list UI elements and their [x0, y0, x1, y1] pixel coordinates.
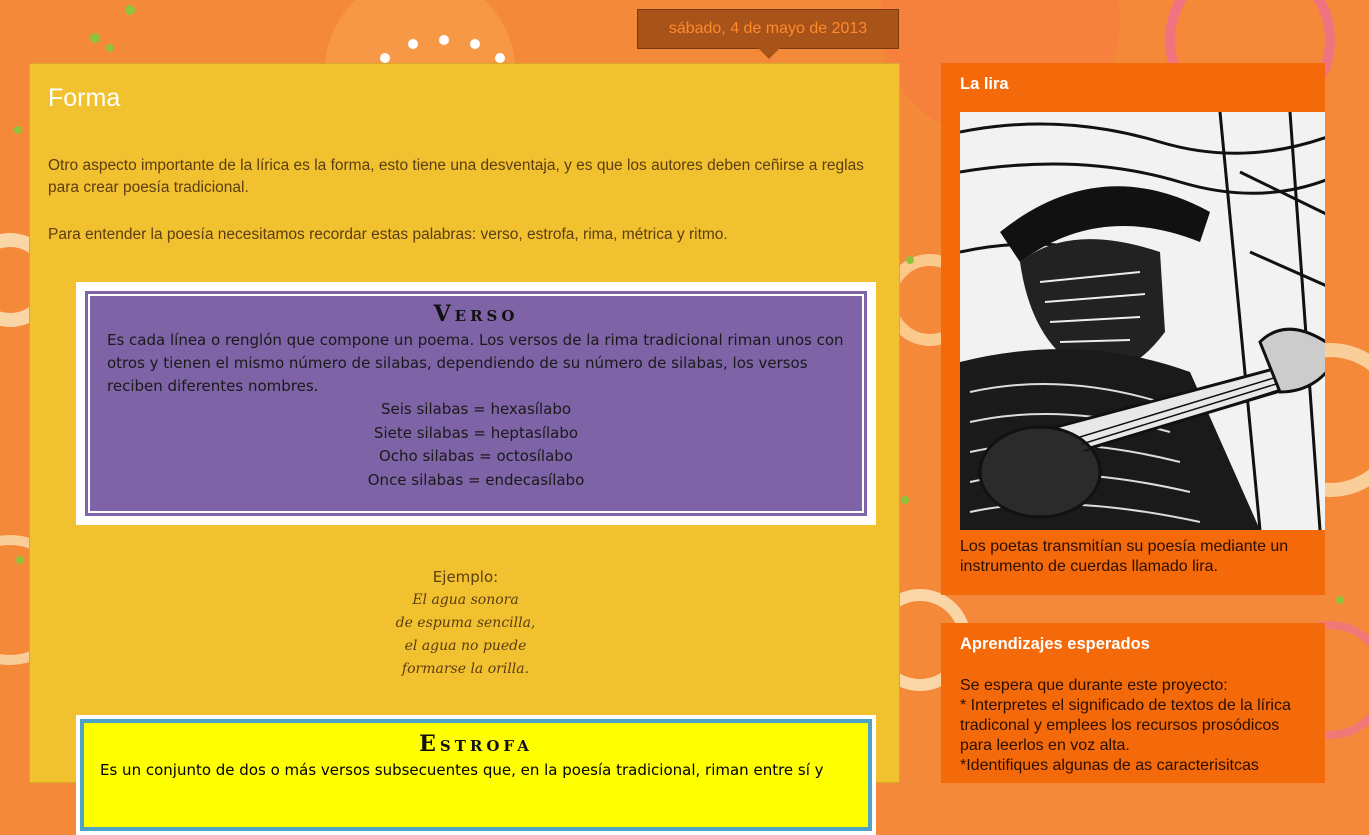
- widget-text-line: Se espera que durante este proyecto:: [960, 677, 1228, 694]
- sidebar-widget-aprendizajes: [941, 623, 1325, 783]
- woodcut-guitar-player-image: [960, 112, 1325, 530]
- example-label: Ejemplo:: [432, 568, 499, 586]
- estrofa-title: Estrofa: [419, 731, 533, 757]
- example-block: [30, 566, 901, 681]
- blog-post: [29, 63, 900, 783]
- example-verse: el agua no puede: [404, 638, 527, 654]
- verso-line: Once silabas = endecasílabo: [367, 470, 585, 489]
- example-verse: formarse la orilla.: [401, 661, 530, 677]
- post-paragraph-1: Otro aspecto importante de la lírica es la forma, esto tiene una desventaja, y es que los autores deben ceñirse a reglas para crear poesía tradicional.: [48, 157, 864, 196]
- sidebar-widget-lira: [941, 63, 1325, 595]
- verso-title: Verso: [433, 301, 519, 327]
- date-badge-pointer: [758, 48, 780, 59]
- post-title[interactable]: Forma: [48, 84, 121, 112]
- widget-title-aprendizajes: Aprendizajes esperados: [960, 635, 1150, 653]
- verso-line: Seis silabas = hexasílabo: [380, 400, 572, 418]
- estrofa-description: Es un conjunto de dos o más versos subsecuentes que, en la poesía tradicional, riman entre sí y: [100, 761, 824, 779]
- post-date: sábado, 4 de mayo de 2013: [668, 20, 868, 37]
- verso-box: [76, 282, 876, 525]
- verso-line: Ocho silabas = octosílabo: [378, 447, 573, 465]
- post-date-badge: [637, 9, 899, 49]
- widget-text-line: * Interpretes el significado de textos de la lírica tradiconal y emplees los recursos prosódicos para leerlos en voz alta.: [960, 697, 1291, 754]
- post-paragraph-2: Para entender la poesía necesitamos recordar estas palabras: verso, estrofa, rima, métrica y ritmo.: [48, 226, 728, 243]
- widget-text-line: *Identifiques algunas de as caracterisitcas: [960, 757, 1259, 774]
- estrofa-box-inner: [80, 719, 872, 831]
- verso-box-inner: [83, 289, 869, 518]
- widget-caption-lira: Los poetas transmitían su poesía mediante un instrumento de cuerdas llamado lira.: [960, 538, 1289, 575]
- verso-description: Es cada línea o renglón que compone un poema. Los versos de la rima tradicional riman unos con otros y tienen el mismo número de silabas, dependiendo de su número de silabas, los versos reciben diferentes nombres.: [107, 331, 844, 395]
- guitar-player-illustration: [960, 112, 1325, 530]
- example-verse: de espuma sencilla,: [395, 615, 536, 631]
- widget-title-lira: La lira: [960, 75, 1009, 93]
- verso-line: Siete silabas = heptasílabo: [373, 423, 579, 442]
- example-verse: El agua sonora: [412, 592, 519, 608]
- estrofa-box: [76, 715, 876, 835]
